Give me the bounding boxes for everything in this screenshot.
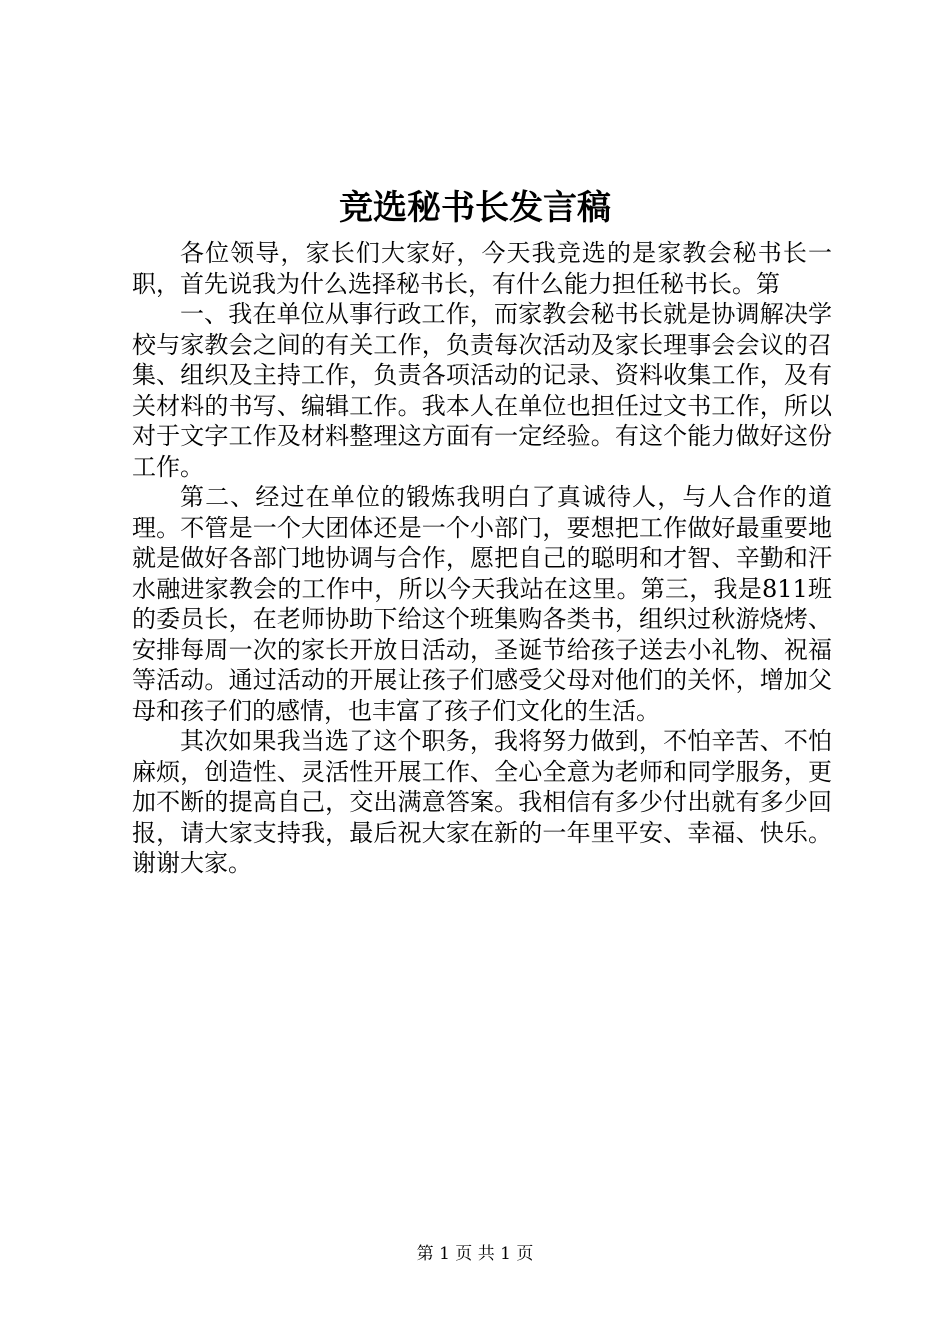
paragraph-greeting: 各位领导，家长们大家好，今天我竞选的是家教会秘书长一职，首先说我为什么选择秘书长，有什么能力担任秘书长。第 (132, 239, 832, 298)
paragraph-first-point: 一、我在单位从事行政工作，而家教会秘书长就是协调解决学校与家教会之间的有关工作，负责每次活动及家长理事会会议的召集、组织及主持工作，负责各项活动的记录、资料收集工作，及有关材料的书写、编辑工作。我本人在单位也担任过文书工作，所以对于文字工作及材料整理这方面有一定经验。有这个能力做好这份工作。 (132, 300, 832, 481)
paragraph-second-point: 第二、经过在单位的锻炼我明白了真诚待人，与人合作的道理。不管是一个大团体还是一个小部门，要想把工作做好最重要地就是做好各部门地协调与合作，愿把自己的聪明和才智、辛勤和汗水融进家教会的工作中，所以今天我站在这里。第三，我是811班的委员长，在老师协助下给这个班集购各类书，组织过秋游烧烤、安排每周一次的家长开放日活动，圣诞节给孩子送去小礼物、祝福等活动。通过活动的开展让孩子们感受父母对他们的关怀，增加父母和孩子们的感情，也丰富了孩子们文化的生活。 (132, 483, 832, 725)
paragraph-closing: 其次如果我当选了这个职务，我将努力做到，不怕辛苦、不怕麻烦，创造性、灵活性开展工作、全心全意为老师和同学服务，更加不断的提高自己，交出满意答案。我相信有多少付出就有多少回报，请大家支持我，最后祝大家在新的一年里平安、幸福、快乐。谢谢大家。 (132, 727, 832, 877)
document-title: 竞选秘书长发言稿 (339, 188, 611, 228)
document-body (132, 238, 832, 879)
page-number-footer: 第 1 页 共 1 页 (416, 1244, 534, 1264)
